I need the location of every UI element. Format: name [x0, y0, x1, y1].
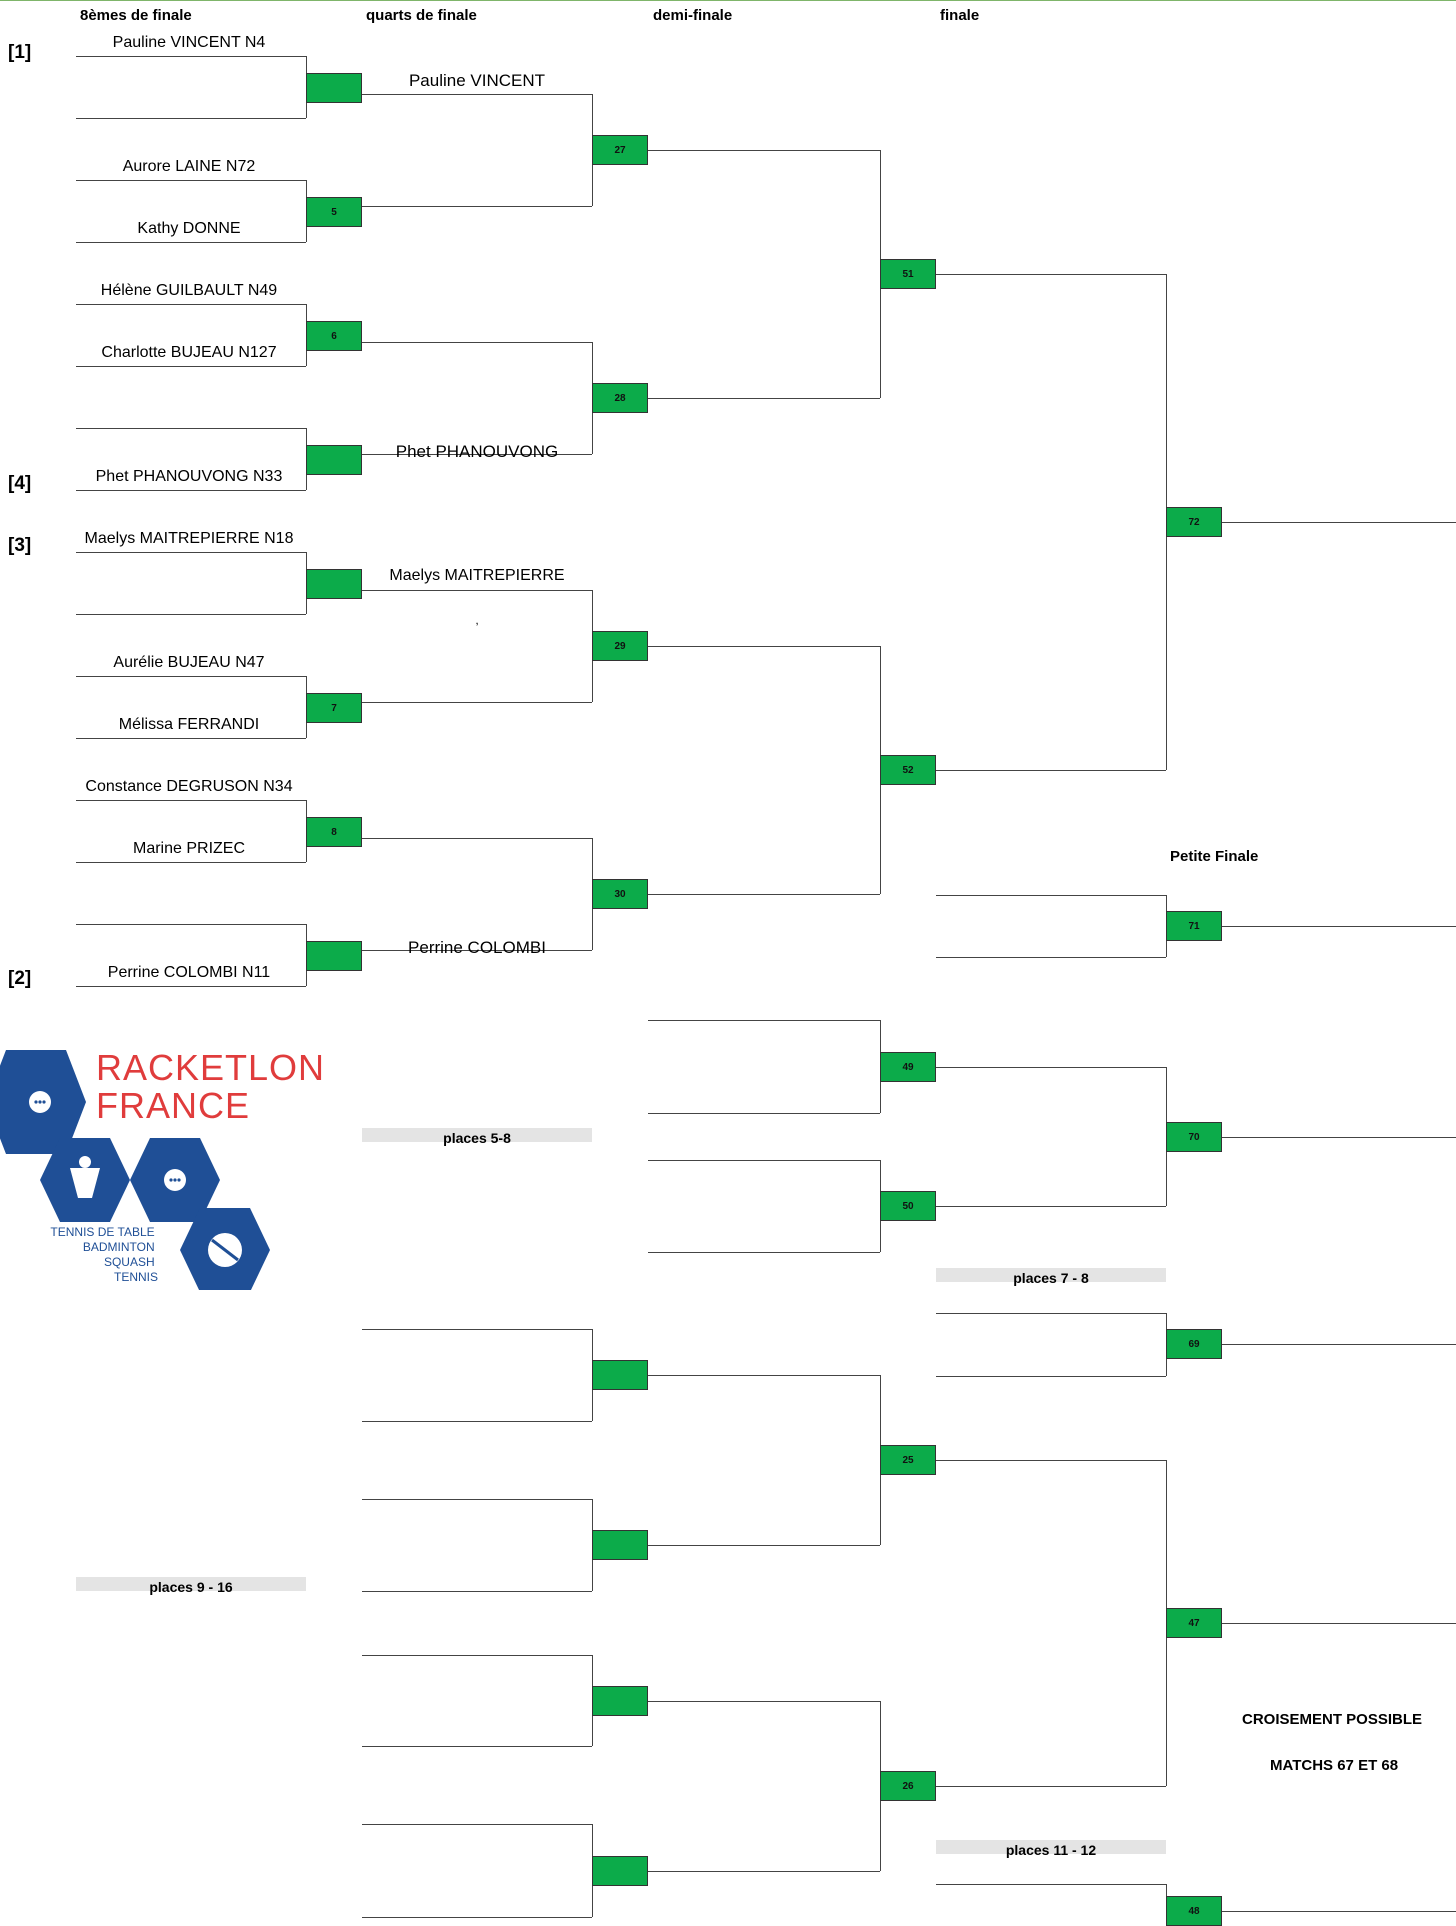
p1112-line: [936, 1884, 1166, 1885]
r16-line: [76, 986, 306, 987]
sport-3: SQUASH: [103, 1255, 155, 1269]
p916-line: [362, 1824, 592, 1825]
r16-line: [76, 676, 306, 677]
petite-finale-label: Petite Finale: [1170, 848, 1259, 865]
r16-match-box: [306, 941, 362, 971]
qf-winner-8: Perrine COLOMBI: [408, 938, 546, 957]
player-name: Aurore LAINE N72: [122, 158, 256, 175]
qf-match-box: 30: [592, 879, 648, 909]
player-name: Charlotte BUJEAU N127: [101, 344, 277, 361]
sport-1: TENNIS DE TABLE: [50, 1225, 155, 1239]
qf-line: [362, 342, 592, 343]
sf-line: [648, 894, 880, 895]
pf-match-box: 71: [1166, 911, 1222, 941]
p916-line: [362, 1591, 592, 1592]
r16-line: [76, 428, 306, 429]
r16-match-box: [306, 569, 362, 599]
places-11-12-band: places 11 - 12: [936, 1840, 1166, 1854]
r16-line: [76, 242, 306, 243]
top-border: [0, 0, 1456, 1]
qf-winner-5: Maelys MAITREPIERRE: [389, 567, 565, 584]
r16-match-box: 7: [306, 693, 362, 723]
places-9-16-band: places 9 - 16: [76, 1577, 306, 1591]
qf-line: [362, 590, 592, 591]
p58-line: [648, 1252, 880, 1253]
r16-match-box: 5: [306, 197, 362, 227]
player-name: Perrine COLOMBI N11: [107, 964, 271, 981]
r16-line: [76, 924, 306, 925]
sf-match-box: 52: [880, 755, 936, 785]
r16-line: [76, 366, 306, 367]
logo-line1: RACKETLON: [96, 1050, 326, 1088]
croisement-label: CROISEMENT POSSIBLE: [1242, 1711, 1423, 1728]
r16-line: [76, 180, 306, 181]
p78-match-box: 69: [1166, 1329, 1222, 1359]
qf-line: [362, 206, 592, 207]
r16-match-box: [306, 445, 362, 475]
p916-line: [362, 1746, 592, 1747]
champion-line: [1222, 522, 1456, 523]
player-name: Aurélie BUJEAU N47: [113, 654, 265, 671]
final-line: [936, 770, 1166, 771]
p58-line: [648, 1160, 880, 1161]
p78-line: [936, 1313, 1166, 1314]
p1112-match-box: 48: [1166, 1896, 1222, 1926]
r16-line: [76, 56, 306, 57]
r16-match-box: 6: [306, 321, 362, 351]
r16-line: [76, 800, 306, 801]
qf-mark: ,: [475, 613, 479, 627]
r16-line: [76, 118, 306, 119]
p1112-out-line: [1222, 1911, 1456, 1912]
p58-final-match-box: 70: [1166, 1122, 1222, 1152]
seed-4: [4]: [8, 473, 32, 494]
pf-line: [936, 895, 1166, 896]
p58-out-line: [1222, 1137, 1456, 1138]
seed-1: [1]: [8, 42, 32, 63]
player-name: Marine PRIZEC: [132, 840, 246, 857]
p78-out-line: [1222, 1344, 1456, 1345]
p916-final-match-box: 47: [1166, 1608, 1222, 1638]
header-r16: 8èmes de finale: [80, 7, 192, 24]
places-5-8-band: places 5-8: [362, 1128, 592, 1142]
r16-line: [76, 490, 306, 491]
sport-4: TENNIS: [113, 1270, 158, 1284]
r16-line: [76, 738, 306, 739]
p916-sf-match-box: 25: [880, 1445, 936, 1475]
p916-qf-match-box: [592, 1686, 648, 1716]
p916-qf-match-box: [592, 1360, 648, 1390]
p58-line: [648, 1113, 880, 1114]
sf-line: [648, 150, 880, 151]
p916-line: [362, 1329, 592, 1330]
r16-match-box: [306, 73, 362, 103]
qf-match-box: 29: [592, 631, 648, 661]
p916-qf-match-box: [592, 1530, 648, 1560]
sf-match-box: 51: [880, 259, 936, 289]
qf-match-box: 28: [592, 383, 648, 413]
p916-sf-line: [648, 1871, 880, 1872]
qf-winner-4: Phet PHANOUVONG: [395, 442, 559, 461]
p916-sf-line: [648, 1701, 880, 1702]
matchs-label: MATCHS 67 ET 68: [1270, 1757, 1399, 1774]
final-match-box: 72: [1166, 507, 1222, 537]
logo-line2: FRANCE: [96, 1085, 251, 1126]
qf-line: [362, 702, 592, 703]
p916-line: [362, 1655, 592, 1656]
qf-match-box: 27: [592, 135, 648, 165]
player-name: Pauline VINCENT N4: [112, 34, 266, 51]
places-7-8-band: places 7 - 8: [936, 1268, 1166, 1282]
seed-2: [2]: [8, 968, 32, 989]
player-name: Constance DEGRUSON N34: [85, 778, 293, 795]
p916-line: [362, 1499, 592, 1500]
p58-final-line: [936, 1206, 1166, 1207]
svg-text:TENNIS DE TABLE BADMINTON: [50, 1225, 158, 1284]
p916-sf-line: [648, 1375, 880, 1376]
qf-winner-1: Pauline VINCENT: [408, 71, 546, 90]
p916-line: [362, 1421, 592, 1422]
p916-qf-match-box: [592, 1856, 648, 1886]
r16-line: [76, 552, 306, 553]
p58-final-line: [936, 1067, 1166, 1068]
qf-line: [362, 838, 592, 839]
player-name: Hélène GUILBAULT N49: [100, 282, 278, 299]
p916-out-line: [1222, 1623, 1456, 1624]
player-name: Maelys MAITREPIERRE N18: [84, 530, 294, 547]
p916-final-line: [936, 1460, 1166, 1461]
r16-line: [76, 304, 306, 305]
p916-line: [362, 1917, 592, 1918]
p78-line: [936, 1376, 1166, 1377]
racketlon-france-logo: [0, 1050, 330, 1290]
pf-out-line: [1222, 926, 1456, 927]
p916-sf-match-box: 26: [880, 1771, 936, 1801]
header-final: finale: [940, 7, 980, 24]
sf-line: [648, 646, 880, 647]
player-name: Mélissa FERRANDI: [118, 716, 260, 733]
p58-match-box: 49: [880, 1052, 936, 1082]
p916-sf-line: [648, 1545, 880, 1546]
p916-final-line: [936, 1786, 1166, 1787]
final-line: [936, 274, 1166, 275]
player-name: Kathy DONNE: [137, 220, 241, 237]
p58-match-box: 50: [880, 1191, 936, 1221]
header-qf: quarts de finale: [366, 7, 477, 24]
header-sf: demi-finale: [653, 7, 733, 24]
player-name: Phet PHANOUVONG N33: [95, 468, 283, 485]
pf-line: [936, 957, 1166, 958]
r16-line: [76, 614, 306, 615]
seed-3: [3]: [8, 535, 32, 556]
r16-match-box: 8: [306, 817, 362, 847]
p58-line: [648, 1020, 880, 1021]
sf-line: [648, 398, 880, 399]
qf-line: [362, 94, 592, 95]
r16-line: [76, 862, 306, 863]
sport-2: BADMINTON: [82, 1240, 155, 1254]
